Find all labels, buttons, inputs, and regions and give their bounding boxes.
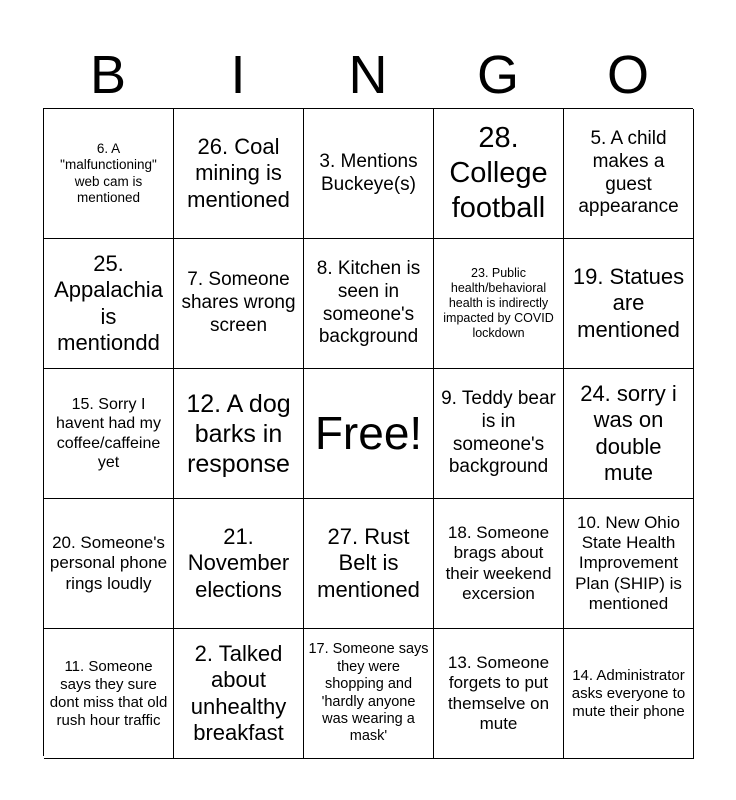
bingo-cell[interactable]	[564, 369, 694, 499]
bingo-cell[interactable]	[174, 369, 304, 499]
header-letter-o: O	[606, 45, 649, 105]
bingo-cell[interactable]	[434, 629, 564, 759]
bingo-cell[interactable]	[44, 239, 174, 369]
cell-text: 11. Someone says they sure dont miss that old rush hour traffic	[49, 657, 168, 729]
cell-text: 25. Appalachia is mentiondd	[54, 250, 163, 355]
bingo-cell[interactable]	[434, 369, 564, 499]
cell-text: 13. Someone forgets to put themselve on mute	[447, 652, 550, 733]
cell-text: 10. New Ohio State Health Improvement Plan (SHIP) is mentioned	[575, 512, 682, 614]
bingo-cell[interactable]	[564, 239, 694, 369]
bingo-cell[interactable]	[564, 499, 694, 629]
bingo-cell[interactable]	[44, 369, 174, 499]
bingo-cell[interactable]	[434, 109, 564, 239]
bingo-cell[interactable]	[174, 109, 304, 239]
free-space-cell[interactable]	[304, 369, 434, 499]
cell-text: 20. Someone's personal phone rings loudly	[49, 532, 168, 593]
bingo-cell[interactable]	[304, 239, 434, 369]
bingo-cell[interactable]	[564, 109, 694, 239]
header-letter-b: B	[89, 45, 127, 105]
cell-text: 28. College football	[449, 122, 548, 224]
bingo-cell[interactable]	[44, 629, 174, 759]
cell-text: 6. A "malfunctioning" web cam is mentioned	[60, 141, 157, 205]
bingo-cell[interactable]	[44, 109, 174, 239]
cell-text: 5. A child makes a guest appearance	[578, 127, 679, 218]
cell-text: 17. Someone says they were shopping and 'hardly anyone was wearing a mask'	[308, 641, 429, 745]
bingo-cell[interactable]	[304, 109, 434, 239]
free-space-text: Free!	[314, 406, 423, 459]
cell-text: 26. Coal mining is mentioned	[187, 133, 290, 212]
bingo-cell[interactable]	[174, 629, 304, 759]
bingo-cell[interactable]	[434, 239, 564, 369]
cell-text: 2. Talked about unhealthy breakfast	[190, 640, 287, 745]
cell-text: 18. Someone brags about their weekend excersion	[445, 522, 552, 603]
bingo-cell[interactable]	[304, 499, 434, 629]
cell-text: 24. sorry i was on double mute	[580, 380, 677, 485]
cell-text: 12. A dog barks in response	[186, 389, 291, 478]
bingo-card-grid	[43, 108, 693, 756]
cell-text: 9. Teddy bear is in someone's background	[441, 387, 556, 478]
bingo-header	[43, 42, 693, 108]
header-letter-g: G	[476, 45, 519, 105]
bingo-cell[interactable]	[304, 629, 434, 759]
cell-text: 14. Administrator asks everyone to mute their phone	[571, 666, 686, 720]
bingo-cell[interactable]	[434, 499, 564, 629]
header-letter-n: N	[348, 45, 388, 105]
cell-text: 8. Kitchen is seen in someone's background	[316, 257, 421, 348]
cell-text: 15. Sorry I havent had my coffee/caffeine yet	[56, 396, 161, 471]
cell-text: 7. Someone shares wrong screen	[181, 269, 296, 336]
header-letter-i: I	[230, 45, 246, 105]
cell-text: 23. Public health/behavioral health is indirectly impacted by COVID lockdown	[443, 266, 554, 340]
bingo-cell[interactable]	[174, 499, 304, 629]
cell-text: 27. Rust Belt is mentioned	[317, 523, 420, 602]
cell-text: 19. Statues are mentioned	[572, 263, 685, 342]
bingo-cell[interactable]	[174, 239, 304, 369]
cell-text: 21. November elections	[187, 523, 290, 602]
bingo-cell[interactable]	[44, 499, 174, 629]
cell-text: 3. Mentions Buckeye(s)	[319, 150, 418, 195]
bingo-cell[interactable]	[564, 629, 694, 759]
